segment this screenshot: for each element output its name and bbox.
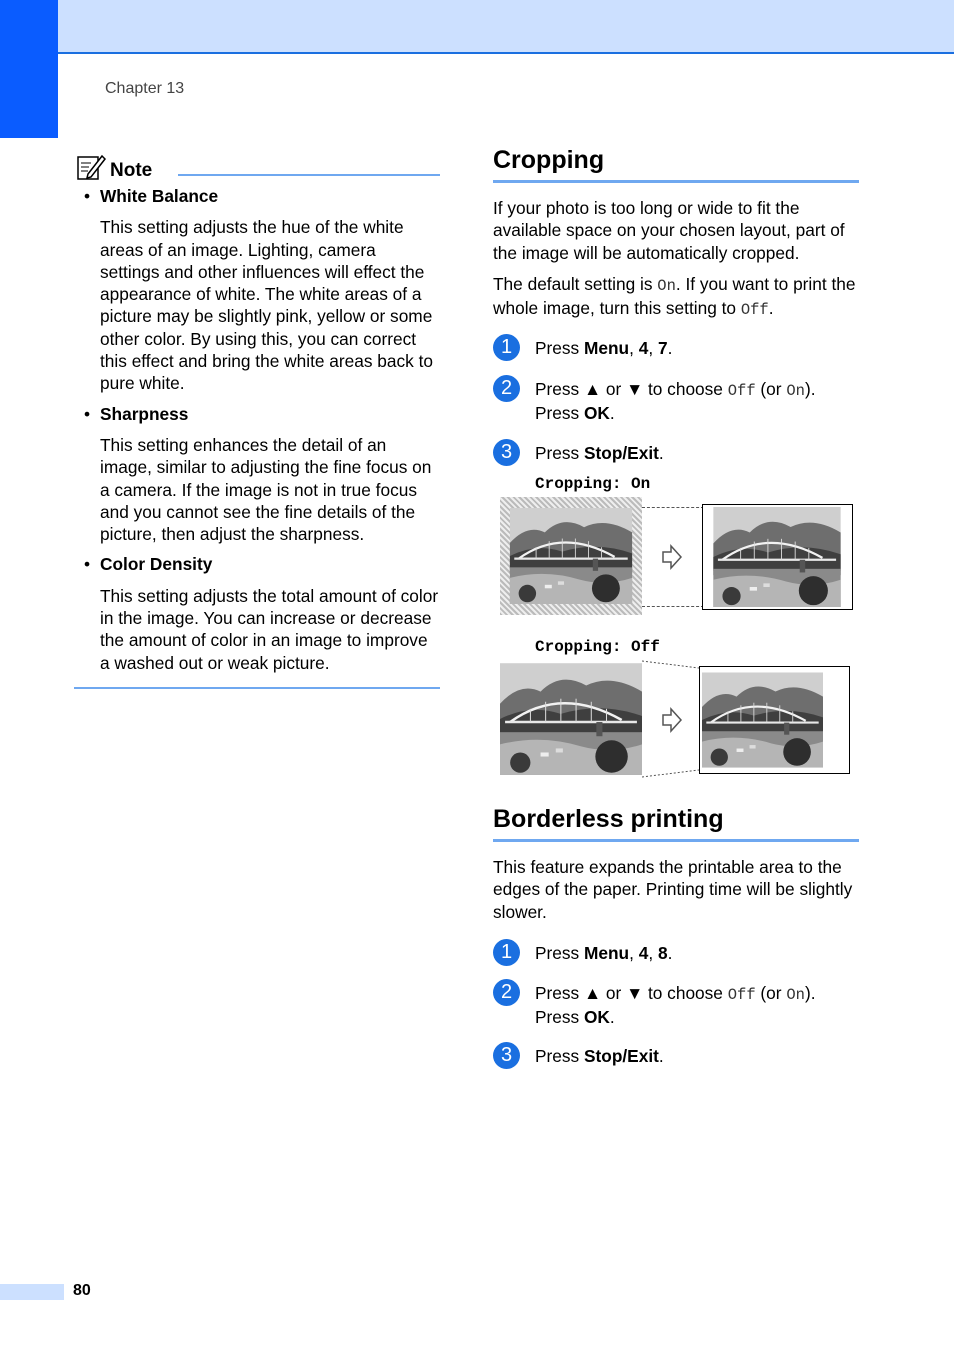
note-item-text: This setting enhances the detail of an image, similar to adjusting the fine focus on a camera. If the image is not in true focus and you cannot see the fine details of the picture, then adjust the sharpness. <box>100 434 432 545</box>
result-photo-frame <box>699 666 850 774</box>
landscape-photo <box>702 669 823 771</box>
cropping-heading: Cropping <box>493 146 859 183</box>
bullet: • <box>84 554 91 575</box>
note-item-title: Color Density <box>100 554 213 575</box>
step-number-badge: 2 <box>493 375 520 402</box>
result-photo-frame <box>702 504 853 610</box>
chapter-label: Chapter 13 <box>105 80 185 97</box>
landscape-photo <box>706 507 848 607</box>
down-triangle-icon: ▼ <box>626 379 644 399</box>
note-item-color-density <box>76 553 440 673</box>
note-bottom-rule <box>74 687 440 689</box>
note-pencil-icon <box>76 152 106 182</box>
step-number-badge: 3 <box>493 1042 520 1069</box>
cropping-default: The default setting is On. If you want to print the whole image, turn this setting to Off. <box>493 273 856 320</box>
note-item-text: This setting adjusts the total amount of color in the image. You can increase or decrease the amount of color in an image to improve a washed out or weak picture. <box>100 585 439 673</box>
bullet: • <box>84 403 91 424</box>
note-title: Note <box>110 160 153 181</box>
source-photo <box>500 660 642 778</box>
note-rule <box>178 174 440 176</box>
bullet: • <box>84 186 91 206</box>
note-item-title: White Balance <box>100 186 219 206</box>
chapter-tab <box>0 0 58 138</box>
note-item-white-balance <box>76 185 440 395</box>
header-bar <box>0 0 954 54</box>
step-number-badge: 1 <box>493 334 520 361</box>
step-number-badge: 2 <box>493 979 520 1006</box>
arrow-right-icon <box>661 707 683 733</box>
dashed-guide <box>642 606 704 607</box>
step-number-badge: 1 <box>493 939 520 966</box>
cropping-section <box>493 146 859 321</box>
down-triangle-icon: ▼ <box>626 983 644 1003</box>
landscape-photo <box>504 508 638 604</box>
note-item-title: Sharpness <box>100 403 189 424</box>
dashed-guide <box>642 507 704 508</box>
step-number-badge: 3 <box>493 439 520 466</box>
footer-tab <box>0 1284 64 1300</box>
note-item-sharpness <box>76 403 440 546</box>
borderless-heading: Borderless printing <box>493 805 859 842</box>
note-header <box>76 152 440 182</box>
borderless-intro: This feature expands the printable area to the edges of the paper. Printing time will be slightly slower. <box>493 857 853 922</box>
cropping-intro: If your photo is too long or wide to fit the available space on your chosen layout, part of the image will be automatically cropped. <box>493 198 845 263</box>
up-triangle-icon: ▲ <box>583 379 602 399</box>
note-body <box>76 185 440 682</box>
figure-label-cropping-on: Cropping: On <box>535 475 651 493</box>
landscape-photo <box>500 660 642 778</box>
arrow-right-icon <box>661 544 683 570</box>
borderless-section <box>493 805 859 923</box>
figure-label-cropping-off: Cropping: Off <box>535 638 660 656</box>
page-number: 80 <box>73 1282 91 1299</box>
setting-off-value: Off <box>740 301 769 320</box>
up-triangle-icon: ▲ <box>583 983 602 1003</box>
setting-on-value: On <box>657 276 676 295</box>
note-item-text: This setting adjusts the hue of the white areas of an image. Lighting, camera settings and other influences will effect the appearance of white. The white areas of a picture may be slightly pink, yellow or some other color. By using this, you can correct this effect and bring the white areas back to pure white. <box>100 217 434 394</box>
source-photo-hatched <box>500 497 642 615</box>
